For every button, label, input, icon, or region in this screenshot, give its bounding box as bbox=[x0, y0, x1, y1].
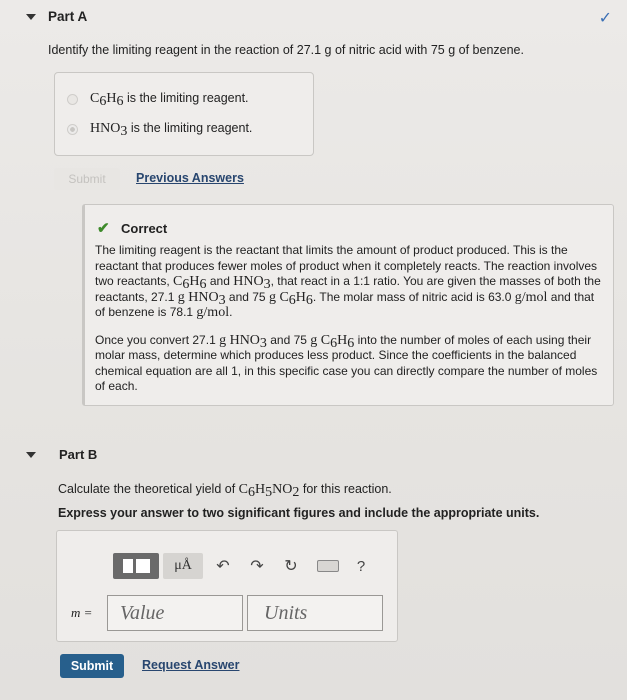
radio-button[interactable] bbox=[67, 94, 78, 105]
feedback-paragraph-2: Once you convert 27.1 g $HNO_3$ and 75 g $C_6H_6$ into the number of moles of each using their molar mass, determine which produces less product. Since the coefficients in the balanced chemical equation are all 1, in this specific case you can directly compare the number of moles of each. bbox=[95, 332, 598, 393]
reset-icon[interactable]: ↻ bbox=[284, 558, 298, 575]
request-answer-link[interactable]: Request Answer bbox=[142, 658, 240, 672]
collapse-caret-icon[interactable] bbox=[26, 452, 36, 458]
correct-check-icon: ✔ bbox=[97, 220, 110, 237]
part-b-title: Part B bbox=[59, 447, 98, 462]
answer-input-box bbox=[56, 530, 398, 642]
value-input[interactable] bbox=[107, 595, 243, 631]
previous-answers-link[interactable]: Previous Answers bbox=[136, 171, 244, 185]
part-b-instruction: Express your answer to two significant figures and include the appropriate units. bbox=[58, 506, 540, 520]
radio-button-selected[interactable] bbox=[67, 124, 78, 135]
keyboard-icon[interactable] bbox=[313, 553, 343, 579]
part-a-title: Part A bbox=[48, 9, 88, 24]
variable-label: m = bbox=[71, 605, 93, 620]
help-icon[interactable]: ? bbox=[356, 557, 366, 575]
math-toolbar bbox=[113, 551, 377, 579]
option-label: $C_6H_6$ is the limiting reagent. bbox=[90, 91, 249, 109]
part-a-question: Identify the limiting reagent in the reaction of 27.1 g of nitric acid with 75 g of benzene. bbox=[48, 43, 524, 57]
feedback-panel bbox=[82, 204, 614, 406]
option-label: $HNO_3$ is the limiting reagent. bbox=[90, 121, 253, 139]
redo-icon[interactable]: ↷ bbox=[250, 558, 264, 575]
option-nitric-acid[interactable] bbox=[67, 121, 252, 137]
feedback-title: Correct bbox=[121, 221, 168, 236]
submit-button-disabled[interactable]: Submit bbox=[54, 168, 120, 190]
part-b-header[interactable] bbox=[26, 446, 226, 466]
completed-check-icon: ✓ bbox=[598, 10, 612, 27]
units-input[interactable] bbox=[247, 595, 383, 631]
submit-button[interactable]: Submit bbox=[60, 654, 124, 678]
answer-options bbox=[54, 72, 314, 156]
part-a-header[interactable] bbox=[26, 8, 616, 28]
feedback-body bbox=[95, 243, 607, 407]
units-icon[interactable]: μÅ bbox=[163, 553, 203, 579]
undo-icon[interactable]: ↶ bbox=[216, 558, 230, 575]
option-benzene[interactable] bbox=[67, 91, 249, 107]
templates-icon[interactable] bbox=[113, 553, 159, 579]
collapse-caret-icon[interactable] bbox=[26, 14, 36, 20]
part-b-question: Calculate the theoretical yield of $C_6H_5NO_2$ for this reaction. bbox=[58, 482, 392, 500]
feedback-paragraph-1: The limiting reagent is the reactant that limits the amount of product produced. This is the reactant that produces fewer moles of product when it completely reacts. The reaction involves two reactants, $C_6H_6$ and $HNO_3$, that react in a 1:1 ratio. You are given the masses of both the reactants, 27.1 g $HNO_3$ and 75 g $C_6H_6$. The molar mass of nitric acid is 63.0 g/mol and that of benzene is 78.1 g/mol. bbox=[95, 243, 601, 320]
